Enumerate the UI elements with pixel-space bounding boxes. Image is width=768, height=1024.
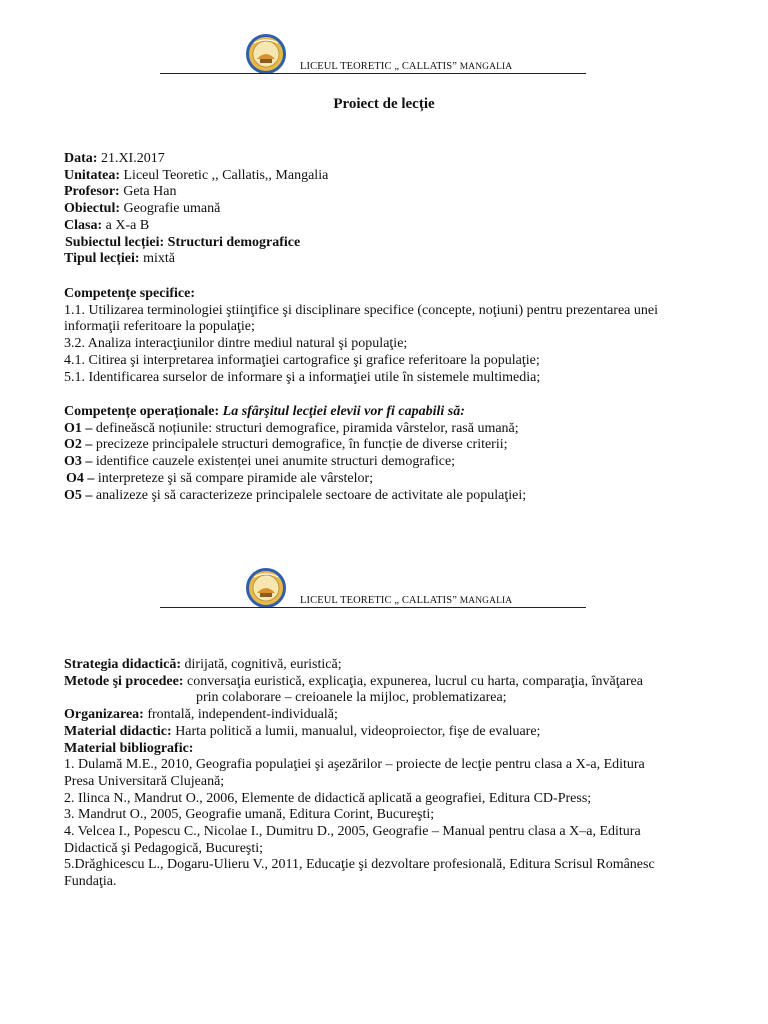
strategy-line: Strategia didactică: dirijată, cognitivă, euristică; bbox=[64, 657, 342, 672]
info-teacher: Profesor: Geta Han bbox=[64, 184, 177, 200]
section-heading: Competențe specifice: bbox=[64, 286, 196, 301]
bibliography-item: 5.Drăghicescu L., Dogaru-Ulieru V., 2011, Educaţie şi dezvoltare profesională, Editura Scrisul Românesc bbox=[64, 857, 655, 873]
methods-line: Metode şi procedee: conversaţia euristică, explicaţia, expunerea, lucrul cu harta, comparaţia, învăţarea bbox=[64, 673, 643, 689]
list-item: 3.2. Analiza interacţiunilor dintre mediul natural şi populaţie; bbox=[64, 336, 408, 352]
info-topic: Subiectul lecției: Structuri demografice bbox=[65, 234, 301, 250]
school-logo-icon bbox=[246, 34, 286, 74]
section-heading: Competențe operaționale: La sfârşitul lecţiei elevii vor fi capabili să: bbox=[64, 404, 465, 419]
info-type: Tipul lecției: mixtă bbox=[64, 251, 175, 267]
bibliography-item: Didactică şi Pedagogică, Bucureşti; bbox=[64, 840, 264, 856]
list-item: informaţii referitoare la populaţie; bbox=[64, 319, 255, 335]
list-item: 4.1. Citirea şi interpretarea informaţiei cartografice şi grafice referitoare la populaţie; bbox=[64, 352, 540, 368]
list-item: O2 – precizeze principalele structuri demografice, în funcție de diverse criterii; bbox=[64, 437, 508, 453]
list-item: O4 – interpreteze şi să compare piramide ale vârstelor; bbox=[66, 470, 374, 486]
bibliography-item: Fundaţia. bbox=[64, 874, 117, 890]
methods-line-cont: prin colaborare – creioanele la mijloc, problematizarea; bbox=[196, 690, 507, 706]
lesson-info bbox=[64, 151, 704, 268]
bibliography-item: 2. Ilinca N., Mandrut O., 2006, Elemente de didactică aplicată a geografiei, Editura CD-Press; bbox=[64, 790, 592, 806]
list-item: 1.1. Utilizarea terminologiei ştiinţifice şi disciplinare specifice (concepte, noţiuni) pentru prezentarea unei bbox=[64, 302, 658, 318]
header-divider bbox=[160, 607, 586, 608]
header-divider bbox=[160, 73, 586, 74]
page-title: Proiect de lecție bbox=[333, 96, 435, 112]
school-name: LICEUL TEORETIC „ CALLATIS” MANGALIA bbox=[300, 595, 513, 606]
info-subject: Obiectul: Geografie umană bbox=[64, 201, 221, 217]
list-item: 5.1. Identificarea surselor de informare şi a informaţiei utile în sistemele multimedia; bbox=[64, 369, 541, 385]
list-item: O1 – defineăscă noțiunile: structuri demografice, piramida vârstelor, rasă umană; bbox=[64, 420, 519, 436]
bibliography-item: 3. Mandrut O., 2005, Geografie umană, Editura Corint, Bucureşti; bbox=[64, 807, 435, 823]
material-line: Material didactic: Harta politică a lumii, manualul, videoproiector, fişe de evaluare; bbox=[64, 723, 541, 739]
bibliography-heading: Material bibliografic: bbox=[64, 740, 194, 756]
bibliography-item: Presa Universitară Clujeană; bbox=[64, 773, 225, 789]
strategy-section bbox=[64, 657, 704, 891]
bibliography-item: 4. Velcea I., Popescu C., Nicolae I., Dumitru D., 2005, Geografie – Manual pentru clasa a X–a, Editura bbox=[64, 824, 641, 840]
list-item: O5 – analizeze şi să caracterizeze principalele sectoare de activitate ale populaţiei; bbox=[64, 487, 527, 503]
page-header-1 bbox=[160, 34, 586, 74]
school-name: LICEUL TEORETIC „ CALLATIS” MANGALIA bbox=[300, 61, 513, 72]
page-header-2 bbox=[160, 568, 586, 608]
list-item: O3 – identifice cauzele existenței unei anumite structuri demografice; bbox=[64, 454, 456, 470]
bibliography-item: 1. Dulamă M.E., 2010, Geografia populaţiei şi aşezărilor – proiecte de lecţie pentru clasa a X-a, Editura bbox=[64, 757, 645, 773]
school-logo-icon bbox=[246, 568, 286, 608]
competente-operationale bbox=[64, 404, 704, 504]
info-date: Data: 21.XI.2017 bbox=[64, 151, 165, 166]
competente-specifice bbox=[64, 286, 704, 386]
info-unit: Unitatea: Liceul Teoretic ,, Callatis,, Mangalia bbox=[64, 167, 329, 183]
info-class: Clasa: a X-a B bbox=[64, 217, 150, 233]
organization-line: Organizarea: frontală, independent-individuală; bbox=[64, 707, 338, 723]
